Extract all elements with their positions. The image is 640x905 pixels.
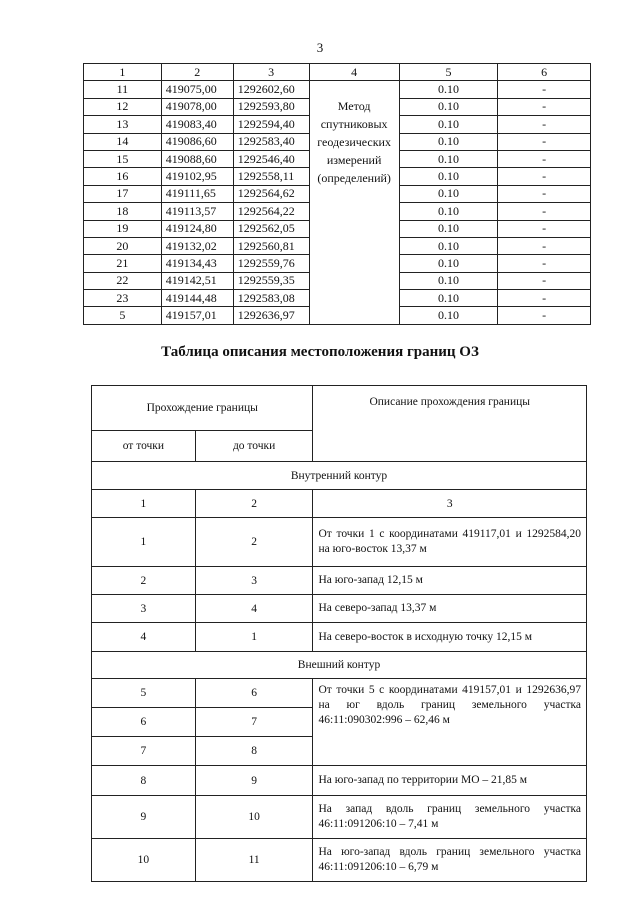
y-coordinate: 1292593,80 <box>233 98 309 115</box>
passage-header: Прохождение границы <box>92 386 313 431</box>
y-coordinate: 1292559,76 <box>233 255 309 272</box>
boundary-row <box>92 839 587 882</box>
dash-cell: - <box>498 220 591 237</box>
accuracy-value: 0.10 <box>399 98 498 115</box>
boundary-description: На юго-запад 12,15 м <box>313 567 587 595</box>
to-point: 8 <box>195 737 313 766</box>
x-coordinate: 419075,00 <box>161 81 233 98</box>
accuracy-value: 0.10 <box>399 116 498 133</box>
point-number: 17 <box>84 185 162 202</box>
to-point: 2 <box>195 518 313 567</box>
boundary-description: На юго-запад по территории МО – 21,85 м <box>313 766 587 796</box>
page-number: 3 <box>316 40 324 55</box>
dash-cell: - <box>498 272 591 289</box>
x-coordinate: 419111,65 <box>161 185 233 202</box>
y-coordinate: 1292583,08 <box>233 290 309 307</box>
from-point-header: от точки <box>92 431 196 462</box>
y-coordinate: 1292602,60 <box>233 81 309 98</box>
dash-cell: - <box>498 255 591 272</box>
point-number: 19 <box>84 220 162 237</box>
column-number: 1 <box>92 490 196 518</box>
dash-cell: - <box>498 116 591 133</box>
accuracy-value: 0.10 <box>399 203 498 220</box>
outer-contour-label: Внешний контур <box>92 652 587 679</box>
x-coordinate: 419078,00 <box>161 98 233 115</box>
dash-cell: - <box>498 290 591 307</box>
y-coordinate: 1292564,62 <box>233 185 309 202</box>
boundary-row <box>92 796 587 839</box>
y-coordinate: 1292558,11 <box>233 168 309 185</box>
description-header: Описание прохождения границы <box>313 386 587 462</box>
inner-contour-label: Внутренний контур <box>92 462 587 490</box>
to-point: 4 <box>195 595 313 623</box>
dash-cell: - <box>498 133 591 150</box>
y-coordinate: 1292559,35 <box>233 272 309 289</box>
boundary-row <box>92 518 587 567</box>
x-coordinate: 419113,57 <box>161 203 233 220</box>
accuracy-value: 0.10 <box>399 237 498 254</box>
column-number: 2 <box>195 490 313 518</box>
accuracy-value: 0.10 <box>399 255 498 272</box>
to-point: 11 <box>195 839 313 882</box>
boundary-description: На северо-восток в исходную точку 12,15 м <box>313 623 587 652</box>
coords-header-cell: 3 <box>233 64 309 81</box>
point-number: 15 <box>84 150 162 167</box>
y-coordinate: 1292583,40 <box>233 133 309 150</box>
column-number: 3 <box>313 490 587 518</box>
point-number: 22 <box>84 272 162 289</box>
accuracy-value: 0.10 <box>399 81 498 98</box>
accuracy-value: 0.10 <box>399 185 498 202</box>
boundary-table-title: Таблица описания местоположения границ ОЗ <box>161 344 479 360</box>
boundary-description: На северо-запад 13,37 м <box>313 595 587 623</box>
point-number: 23 <box>84 290 162 307</box>
point-number: 12 <box>84 98 162 115</box>
boundary-row <box>92 679 587 708</box>
to-point: 6 <box>195 679 313 708</box>
x-coordinate: 419142,51 <box>161 272 233 289</box>
boundary-row <box>92 490 587 518</box>
from-point: 10 <box>92 839 196 882</box>
x-coordinate: 419124,80 <box>161 220 233 237</box>
coords-header-cell: 5 <box>399 64 498 81</box>
boundary-description-table <box>91 385 587 882</box>
to-point: 9 <box>195 766 313 796</box>
coords-header-cell: 6 <box>498 64 591 81</box>
point-number: 20 <box>84 237 162 254</box>
boundary-description: От точки 1 с координатами 419117,01 и 1292584,20 на юго-восток 13,37 м <box>313 518 587 567</box>
point-number: 13 <box>84 116 162 133</box>
dash-cell: - <box>498 150 591 167</box>
boundary-row <box>92 567 587 595</box>
boundary-row <box>92 652 587 679</box>
boundary-description: От точки 5 с координатами 419157,01 и 1292636,97 на юг вдоль границ земельного участка 46:11:090302:996 – 62,46 м <box>313 679 587 766</box>
accuracy-value: 0.10 <box>399 290 498 307</box>
from-point: 5 <box>92 679 196 708</box>
boundary-row <box>92 766 587 796</box>
dash-cell: - <box>498 81 591 98</box>
point-number: 11 <box>84 81 162 98</box>
accuracy-value: 0.10 <box>399 133 498 150</box>
y-coordinate: 1292560,81 <box>233 237 309 254</box>
x-coordinate: 419088,60 <box>161 150 233 167</box>
coords-header-cell: 2 <box>161 64 233 81</box>
coords-header-cell: 4 <box>309 64 399 81</box>
dash-cell: - <box>498 185 591 202</box>
y-coordinate: 1292636,97 <box>233 307 309 324</box>
y-coordinate: 1292562,05 <box>233 220 309 237</box>
dash-cell: - <box>498 203 591 220</box>
boundary-description: На юго-запад вдоль границ земельного участка 46:11:091206:10 – 6,79 м <box>313 839 587 882</box>
point-number: 5 <box>84 307 162 324</box>
boundary-row <box>92 386 587 431</box>
to-point: 10 <box>195 796 313 839</box>
to-point: 7 <box>195 708 313 737</box>
x-coordinate: 419157,01 <box>161 307 233 324</box>
from-point: 9 <box>92 796 196 839</box>
to-point: 3 <box>195 567 313 595</box>
point-number: 14 <box>84 133 162 150</box>
coords-header-cell: 1 <box>84 64 162 81</box>
y-coordinate: 1292564,22 <box>233 203 309 220</box>
x-coordinate: 419132,02 <box>161 237 233 254</box>
x-coordinate: 419134,43 <box>161 255 233 272</box>
from-point: 8 <box>92 766 196 796</box>
boundary-row <box>92 623 587 652</box>
x-coordinate: 419083,40 <box>161 116 233 133</box>
boundary-description: На запад вдоль границ земельного участка 46:11:091206:10 – 7,41 м <box>313 796 587 839</box>
to-point: 1 <box>195 623 313 652</box>
method-cell: Метод спутниковых геодезических измерений (определений) <box>309 81 399 324</box>
dash-cell: - <box>498 168 591 185</box>
point-number: 18 <box>84 203 162 220</box>
from-point: 1 <box>92 518 196 567</box>
coordinates-table <box>83 63 591 325</box>
coords-row <box>84 81 591 98</box>
from-point: 2 <box>92 567 196 595</box>
accuracy-value: 0.10 <box>399 220 498 237</box>
from-point: 4 <box>92 623 196 652</box>
coords-header-row <box>84 64 591 81</box>
from-point: 7 <box>92 737 196 766</box>
dash-cell: - <box>498 307 591 324</box>
dash-cell: - <box>498 237 591 254</box>
accuracy-value: 0.10 <box>399 272 498 289</box>
accuracy-value: 0.10 <box>399 168 498 185</box>
boundary-row <box>92 462 587 490</box>
boundary-row <box>92 595 587 623</box>
y-coordinate: 1292594,40 <box>233 116 309 133</box>
from-point: 3 <box>92 595 196 623</box>
y-coordinate: 1292546,40 <box>233 150 309 167</box>
dash-cell: - <box>498 98 591 115</box>
x-coordinate: 419086,60 <box>161 133 233 150</box>
accuracy-value: 0.10 <box>399 150 498 167</box>
accuracy-value: 0.10 <box>399 307 498 324</box>
x-coordinate: 419144,48 <box>161 290 233 307</box>
point-number: 21 <box>84 255 162 272</box>
point-number: 16 <box>84 168 162 185</box>
to-point-header: до точки <box>195 431 313 462</box>
x-coordinate: 419102,95 <box>161 168 233 185</box>
from-point: 6 <box>92 708 196 737</box>
